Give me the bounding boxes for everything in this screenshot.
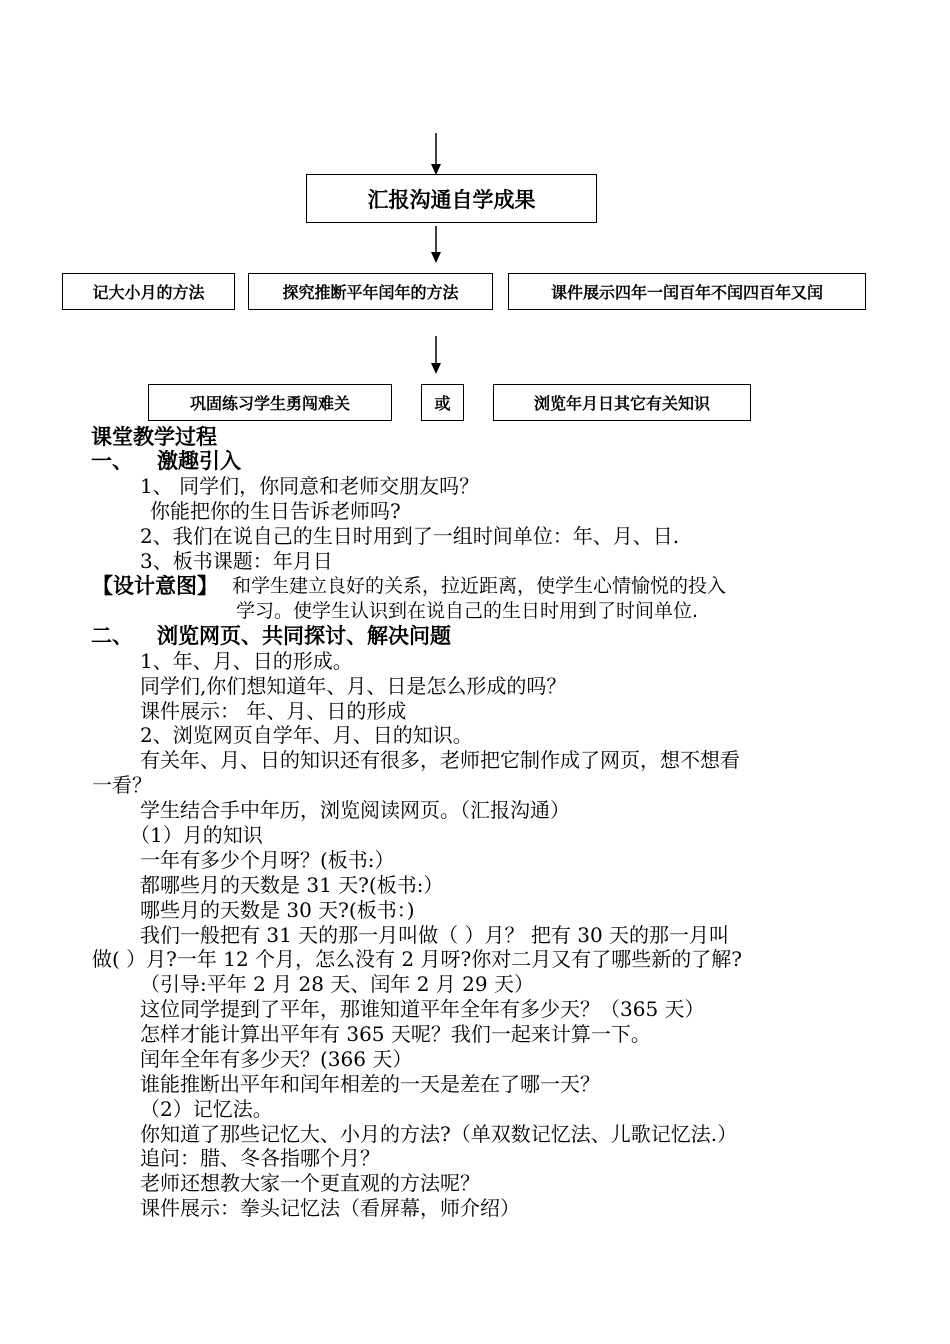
body-line: 谁能推断出平年和闰年相差的一天是差在了哪一天？ [140, 1072, 600, 1096]
flow-box-practice [148, 384, 392, 421]
body-line: 1、年、月、日的形成。 [140, 649, 353, 673]
flow-main-box [306, 174, 597, 223]
flow-box-browse [493, 384, 751, 421]
body-line: 学生结合手中年历，浏览阅读网页。（汇报沟通） [140, 798, 570, 822]
body-line: 这位同学提到了平年，那谁知道平年全年有多少天？（365 天） [140, 997, 705, 1021]
body-line: 同学们,你们想知道年、月、日是怎么形成的吗？ [140, 674, 567, 698]
flow-box-courseware-rule [508, 273, 866, 310]
flow-box-label: 记大小月的方法 [92, 283, 205, 302]
flow-box-label: 浏览年月日其它有关知识 [533, 394, 710, 413]
body-line: 课件展示： 年、月、日的形成 [140, 699, 407, 723]
body-line: 怎样才能计算出平年有 365 天呢？我们一起来计算一下。 [140, 1022, 651, 1046]
body-line: 哪些月的天数是 30 天?(板书：) [140, 898, 415, 922]
section-2-title: 浏览网页、共同探讨、解决问题 [157, 624, 451, 648]
body-line: 一年有多少个月呀？(板书:） [140, 848, 395, 872]
section-1-number: 一、 [91, 449, 133, 473]
body-line: （引导:平年 2 月 28 天、闰年 2 月 29 天） [140, 972, 534, 996]
body-line: 2、浏览网页自学年、月、日的知识。 [140, 723, 473, 747]
arrow-3-head [431, 363, 441, 374]
s1-line-3: 2、我们在说自己的生日时用到了一组时间单位：年、月、日. [140, 524, 680, 548]
s1-line-1: 1、 同学们，你同意和老师交朋友吗？ [140, 474, 480, 498]
flow-box-leap-year-method [248, 273, 493, 310]
section-heading: 课堂教学过程 [91, 425, 217, 449]
body-line: 有关年、月、日的知识还有很多，老师把它制作成了网页，想不想看 [140, 748, 740, 772]
body-line: 都哪些月的天数是 31 天?(板书:） [140, 873, 444, 897]
flow-box-label: 巩固练习学生勇闯难关 [189, 394, 350, 413]
s1-line-2: 你能把你的生日告诉老师吗? [150, 499, 401, 523]
s1-line-4: 3、板书课题：年月日 [140, 549, 333, 573]
body-line: （1）月的知识 [130, 823, 263, 847]
body-line: （2）记忆法。 [140, 1097, 273, 1121]
body-line: 课件展示：拳头记忆法（看屏幕，师介绍） [140, 1196, 520, 1220]
body-line: 做( ）月?一年 12 个月，怎么没有 2 月呀?你对二月又有了哪些新的了解? [92, 947, 742, 971]
body-line: 一看？ [92, 773, 152, 797]
flow-box-label: 或 [434, 394, 451, 413]
design-intent-label: 【设计意图】 [92, 574, 218, 598]
design-intent-line-1: 和学生建立良好的关系，拉近距离，使学生心情愉悦的投入 [232, 575, 727, 597]
flow-box-label: 探究推断平年闰年的方法 [282, 283, 459, 302]
flow-box-or [421, 384, 464, 421]
body-line: 闰年全年有多少天？(366 天） [140, 1047, 413, 1071]
body-line: 我们一般把有 31 天的那一月叫做（ ）月？ 把有 30 天的那一月叫 [140, 923, 730, 947]
body-line: 老师还想教大家一个更直观的方法呢？ [140, 1171, 480, 1195]
design-intent-line-2: 学习。使学生认识到在说自己的生日时用到了时间单位. [236, 600, 699, 622]
body-line: 追问：腊、冬各指哪个月？ [140, 1146, 380, 1170]
section-1-title: 激趣引入 [157, 449, 241, 473]
body-line: 你知道了那些记忆大、小月的方法?（单双数记忆法、儿歌记忆法.） [140, 1122, 738, 1146]
arrow-2-head [431, 252, 441, 263]
flow-box-label: 课件展示四年一闰百年不闰四百年又闰 [550, 283, 823, 302]
section-2-number: 二、 [91, 624, 133, 648]
flow-main-box-label: 汇报沟通自学成果 [367, 187, 536, 212]
flow-box-months-method [62, 273, 235, 310]
